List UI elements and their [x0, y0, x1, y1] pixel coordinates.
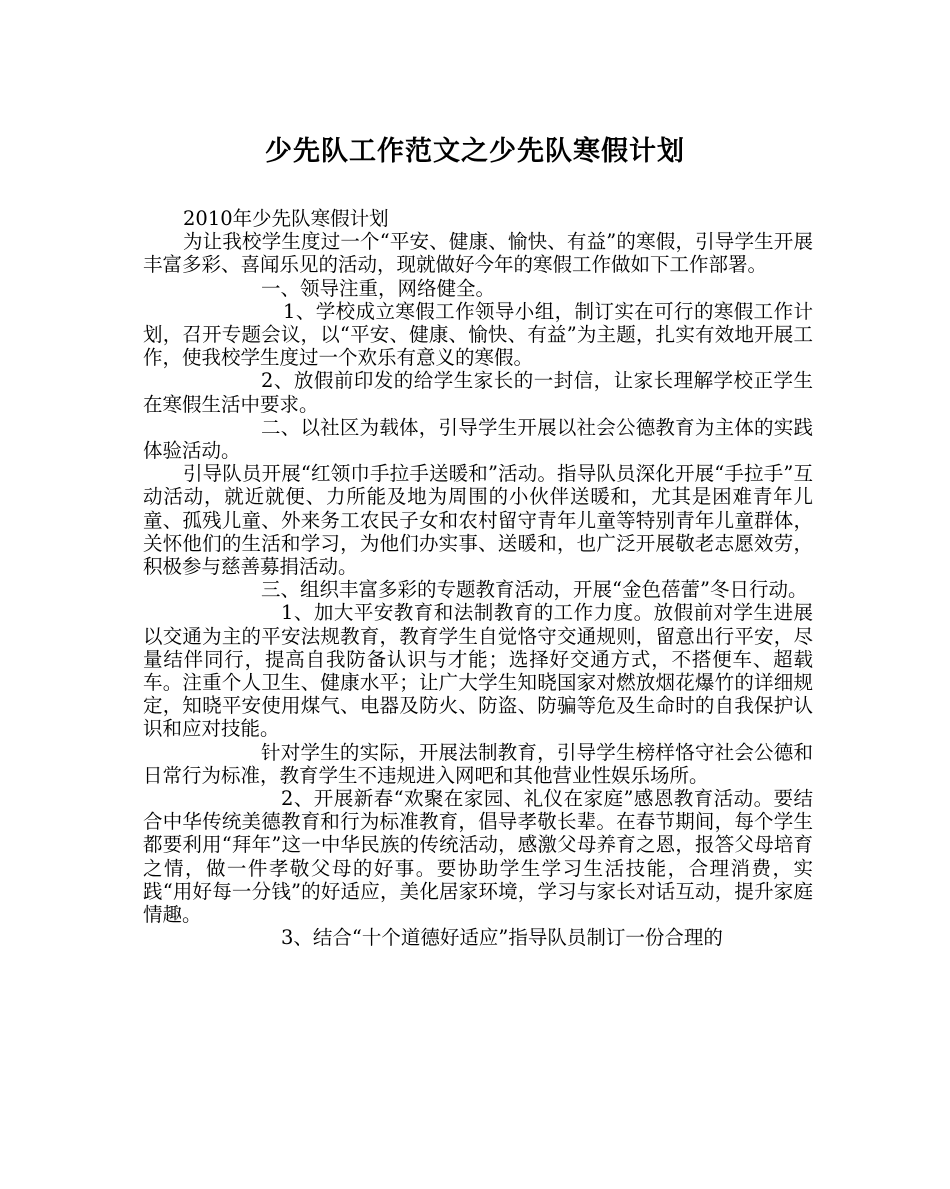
section-3-item-3: 3、结合“十个道德好适应”指导队员制订一份合理的 — [281, 926, 723, 950]
intro-paragraph: 为让我校学生度过一个“平安、健康、愉快、有益”的寒假，引导学生开展丰富多彩、喜闻乐见的活动，现就做好今年的寒假工作做如下工作部署。 — [143, 230, 813, 277]
section-1-item-2: 2、放假前印发的给学生家长的一封信，让家长理解学校正学生在寒假生活中要求。 — [143, 369, 813, 416]
section-3-law-paragraph: 针对学生的实际，开展法制教育，引导学生榜样恪守社会公德和日常行为标准，教育学生不违规进入网吧和其他营业性娱乐场所。 — [143, 740, 813, 787]
section-3-item-2: 2、开展新春“欢聚在家园、礼仪在家庭”感恩教育活动。要结合中华传统美德教育和行为标准教育，倡导孝敬长辈。在春节期间，每个学生都要利用“拜年”这一中华民族的传统活动，感激父母养育之恩，报答父母培育之情，做一件孝敬父母的好事。要协助学生学习生活技能，合理消费，实践“用好每一分钱”的好适应，美化居家环境，学习与家长对话互动，提升家庭情趣。 — [143, 787, 813, 927]
section-1-item-1: 1、学校成立寒假工作领导小组，制订实在可行的寒假工作计划，召开专题会议，以“平安、健康、愉快、有益”为主题，扎实有效地开展工作，使我校学生度过一个欢乐有意义的寒假。 — [143, 299, 813, 370]
section-3-item-1: 1、加大平安教育和法制教育的工作力度。放假前对学生进展以交通为主的平安法规教育，教育学生自觉恪守交通规则，留意出行平安，尽量结伴同行，提高自我防备认识与才能；选择好交通方式，不搭便车、超载车。注重个人卫生、健康水平；让广大学生知晓国家对燃放烟花爆竹的详细规定，知晓平安使用煤气、电器及防火、防盗、防骗等危及生命时的自我保护认识和应对技能。 — [143, 601, 813, 741]
section-2-paragraph: 引导队员开展“红领巾手拉手送暖和”活动。指导队员深化开展“手拉手”互动活动，就近就便、力所能及地为周围的小伙伴送暖和，尤其是困难青年儿童、孤残儿童、外来务工农民子女和农村留守青年儿童等特别青年儿童群体，关怀他们的生活和学习，为他们办实事、送暖和，也广泛开展敬老志愿效劳，积极参与慈善募捐活动。 — [143, 462, 813, 579]
section-1-heading: 一、领导注重，网络健全。 — [261, 276, 496, 300]
section-3-heading: 三、组织丰富多彩的专题教育活动，开展“金色蓓蕾”冬日行动。 — [261, 578, 808, 602]
document-body — [143, 207, 813, 950]
document-title: 少先队工作范文之少先队寒假计划 — [265, 136, 685, 167]
section-2-heading: 二、以社区为载体，引导学生开展以社会公德教育为主体的实践体验活动。 — [143, 415, 813, 463]
plan-heading: 2010年少先队寒假计划 — [183, 207, 389, 230]
